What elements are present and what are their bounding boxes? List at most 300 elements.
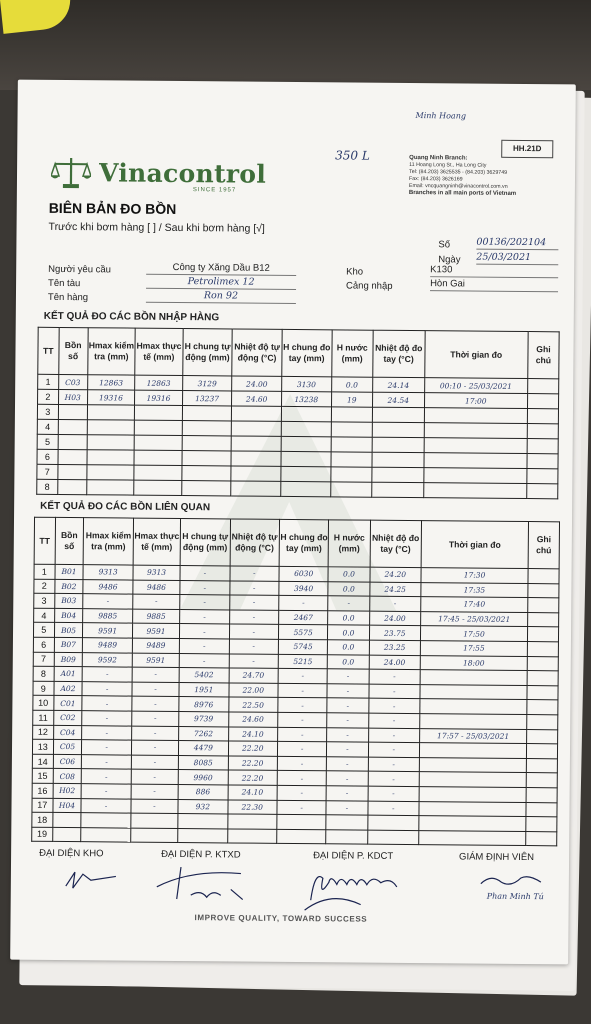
table-cell: 00:10 - 25/03/2021 [424,378,527,394]
table-cell: 3940 [279,581,329,596]
table-cell: - [368,771,420,786]
table-cell [58,464,87,479]
warehouse-label: Kho [346,266,364,278]
table-cell: 0.0 [328,640,369,655]
table-cell: - [277,800,327,815]
table-cell: - [278,683,328,698]
table-cell [86,480,134,495]
table-cell: 9591 [83,623,133,638]
table-cell: A02 [54,681,83,696]
table-cell: C02 [53,710,82,725]
column-header: Hmax thực tế (mm) [133,518,181,565]
table-cell [367,830,419,845]
table-cell: 24.25 [369,582,421,597]
table-cell: - [229,610,279,625]
table-cell [277,829,327,844]
row-number: 7 [33,652,54,667]
column-header: H chung tự động (mm) [180,519,230,566]
table-cell: 5215 [278,654,328,669]
table-cell: - [278,727,328,742]
table-cell: 24.14 [373,377,425,392]
row-number: 12 [33,725,54,740]
table-cell [419,743,526,759]
table-cell: - [131,726,178,741]
table-cell [181,481,231,496]
table-cell: 24.10 [228,785,278,800]
table-cell [372,452,424,467]
row-number: 16 [32,783,53,798]
signature-ktxd [151,859,271,910]
column-header: H chung đo tay (mm) [282,329,332,376]
column-header: Nhiệt độ tự động (°C) [230,519,280,566]
table-cell [231,466,281,481]
table-cell: - [368,713,420,728]
table-cell [527,671,558,686]
table-cell: - [131,799,178,814]
table-cell: 9592 [83,652,133,667]
table-cell: 19316 [135,390,183,405]
table-cell [419,787,526,803]
goods-value: Ron 92 [146,290,296,304]
table-cell: - [82,696,132,711]
table-cell [528,612,559,627]
row-number: 6 [33,637,54,652]
table-cell [182,436,232,451]
row-number: 10 [33,696,54,711]
row-number: 5 [37,434,58,449]
table-cell: - [82,711,132,726]
table-cell [424,438,527,454]
company-logo-text: Vinacontrol [98,158,267,189]
column-header: Thời gian đo [424,331,528,379]
table-cell: 17:30 [421,568,528,584]
table-cell: C08 [53,769,82,784]
table-cell: - [82,769,132,784]
table-cell: - [368,728,420,743]
table-cell: 24.00 [369,611,421,626]
table-cell: - [327,713,368,728]
table-cell: 9486 [133,580,180,595]
table-cell [420,714,527,730]
table-cell: 0.0 [328,625,369,640]
table-cell: - [278,698,328,713]
table-cell: - [229,581,279,596]
table-row [37,479,558,499]
table-cell: - [180,580,230,595]
table-cell: 22.50 [228,697,278,712]
column-header: TT [38,327,59,374]
scales-logo-icon [51,156,91,190]
signature-label-ktxd: ĐẠI DIỆN P. KTXD [161,848,241,861]
table-cell: - [327,669,368,684]
row-number: 8 [37,479,58,494]
table-cell: 24.70 [229,668,279,683]
row-number: 7 [37,464,58,479]
row-number: 8 [33,666,54,681]
table-cell [528,583,559,598]
table-cell [232,421,282,436]
table-cell: 9885 [83,608,133,623]
table-cell: 17:50 [420,626,527,642]
table-header-row [38,327,559,379]
table-cell [178,814,228,829]
table-cell: 0.0 [331,377,372,392]
table-cell: - [229,639,279,654]
column-header: Thời gian đo [421,521,528,569]
branch-line: Fax: (84.203) 3626169 [408,175,463,183]
vessel-value: Petrolimex 12 [146,276,296,290]
table-cell: 24.00 [232,376,282,391]
table-cell: B04 [54,608,83,623]
table-cell: - [326,800,367,815]
table-cell [131,813,178,828]
table-cell: - [368,684,420,699]
table-cell [424,453,527,469]
table-cell: 932 [178,799,228,814]
table-cell [178,828,228,843]
table-cell: 24.60 [232,391,282,406]
table-cell [526,787,557,802]
table-cell: 6030 [279,566,329,581]
table-cell: 9591 [132,623,179,638]
company-since: SINCE 1957 [192,187,237,194]
table-cell: 9591 [132,653,179,668]
table-cell [326,829,367,844]
table-cell: C01 [53,696,82,711]
table-cell: 3129 [182,376,232,391]
table-cell: 17:40 [421,597,528,613]
row-number: 5 [33,623,54,638]
branch-line: Email: vncquangninh@vinacontrol.com.vn [408,182,508,190]
table-cell: 24.20 [370,567,422,582]
table-cell: C04 [53,725,82,740]
table-cell: 17:35 [421,582,528,598]
table-cell [81,827,131,842]
column-header: TT [34,517,55,564]
table-cell [87,420,135,435]
table-cell: - [327,757,368,772]
table-cell: B02 [54,579,83,594]
row-number: 2 [34,579,55,594]
table-cell: B01 [55,564,84,579]
ngay-value: 25/03/2021 [476,252,558,266]
table-cell: 5575 [278,625,328,640]
table-cell: - [229,595,279,610]
table-cell: - [368,786,420,801]
table-cell: - [229,654,279,669]
column-header: Bồn số [55,517,84,564]
column-header: H nước (mm) [328,520,370,567]
requester-label: Người yêu cầu [48,263,112,276]
signature-inspector [477,872,547,891]
table-cell [372,482,424,497]
table-cell: - [327,742,368,757]
row-number: 1 [34,564,55,579]
signature-label-inspector: GIÁM ĐỊNH VIÊN [459,851,535,864]
table-cell [419,816,526,832]
table-cell: - [131,769,178,784]
table-cell [527,685,558,700]
requester-value: Công ty Xăng Dầu B12 [146,262,296,276]
branch-line: Branches in all main ports of Vietnam [408,189,517,197]
table-cell: 9739 [179,711,229,726]
table-cell: 0.0 [328,611,369,626]
table-cell: - [82,740,132,755]
signature-kdct [301,860,422,921]
table-cell [527,469,558,484]
table-cell [331,437,372,452]
vessel-label: Tên tàu [48,277,81,290]
row-number: 1 [38,374,59,389]
row-number: 3 [34,593,55,608]
table-cell [527,714,558,729]
table-cell: - [327,684,368,699]
table-cell: B09 [54,652,83,667]
table-cell: 3130 [282,376,332,391]
table-cell: 9486 [83,579,133,594]
so-label: Số [438,239,451,251]
table-cell: - [81,784,131,799]
table-cell: - [368,757,420,772]
row-number: 18 [32,812,53,827]
table-cell [281,406,331,421]
table-cell: - [180,609,230,624]
table-cell [58,404,87,419]
table-cell: 2467 [279,610,329,625]
table-cell: - [82,681,132,696]
table-cell [527,656,558,671]
table-cell: 9313 [133,565,180,580]
table-cell: 9960 [178,770,228,785]
table-cell [527,484,558,499]
table-cell [281,436,331,451]
table-cell [527,729,558,744]
import-tanks-table [36,327,559,500]
table-cell: 22.20 [228,741,278,756]
table-cell: - [131,740,178,755]
table-cell: - [179,653,229,668]
table-cell [526,758,557,773]
inspector-name: Phan Minh Tú [486,891,544,902]
table-cell: - [132,667,179,682]
table-cell: - [82,725,132,740]
table-cell [367,815,419,830]
table-cell: - [327,698,368,713]
column-header: H nước (mm) [331,330,373,377]
table-cell: 13237 [182,391,232,406]
table-cell: - [131,755,178,770]
table-cell [182,466,232,481]
table-cell: 4479 [179,741,229,756]
table-cell: - [82,667,132,682]
ngay-label: Ngày [438,254,461,266]
table-cell: - [327,727,368,742]
table-cell: 19 [331,392,372,407]
handwritten-corner-note: Minh Hoang [415,111,467,121]
table-cell: 9313 [83,565,133,580]
table-cell [331,407,372,422]
table-cell: - [277,785,327,800]
column-header: Nhiệt độ tự động (°C) [232,329,282,376]
footer-slogan: IMPROVE QUALITY, TOWARD SUCCESS [194,913,368,924]
table-cell [81,813,131,828]
pumping-status: Trước khi bơm hàng [ ] / Sau khi bơm hàng [√] [48,220,265,235]
table-cell [527,642,558,657]
table-cell [419,801,526,817]
table-cell: - [83,594,133,609]
column-header: H chung đo tay (mm) [279,519,329,566]
table-cell: - [180,566,230,581]
table-cell [182,406,232,421]
table-cell [372,467,424,482]
row-number: 9 [33,681,54,696]
table-cell: B07 [54,637,83,652]
table-cell: B03 [54,594,83,609]
table-cell: - [368,742,420,757]
column-header: Ghi chú [528,522,559,569]
table-cell: - [278,669,328,684]
table-cell [87,450,135,465]
row-number: 2 [38,389,59,404]
table-cell: 12863 [135,375,183,390]
table-cell [135,405,183,420]
branch-line: 11 Hoang Long St., Ha Long City [409,161,487,169]
table-cell: - [180,595,230,610]
table-cell [281,481,331,496]
branch-info [409,155,569,198]
table-cell [330,482,371,497]
row-number: 14 [32,754,53,769]
table-cell: - [326,786,367,801]
table-cell: 24.00 [369,655,421,670]
table-cell: C06 [53,754,82,769]
table-cell: 17:45 - 25/03/2021 [421,611,528,627]
table-cell [281,466,331,481]
table-cell: 22.20 [228,770,278,785]
table-cell [372,422,424,437]
table-cell: 24.10 [228,726,278,741]
document-title: BIÊN BẢN ĐO BỒN [48,199,177,217]
table-cell: C05 [53,740,82,755]
table-cell [134,480,182,495]
signature-label-kdct: ĐẠI DIỆN P. KDCT [313,850,394,862]
table-cell [52,813,81,828]
table-cell: 19316 [87,390,135,405]
table-cell: - [132,711,179,726]
table-cell: - [132,682,179,697]
table-cell [526,831,557,846]
table-cell [52,827,81,842]
table-cell: - [367,801,419,816]
table-cell [281,451,331,466]
table-cell [424,408,527,424]
row-number: 3 [37,404,58,419]
table-cell [331,452,372,467]
table-cell: 9489 [132,638,179,653]
table-cell: - [81,798,131,813]
table-cell [527,454,558,469]
table-cell [372,407,424,422]
table-cell: 0.0 [328,654,369,669]
table-cell: 17:00 [424,393,527,409]
branch-name: Quang Ninh Branch: [409,155,468,162]
table-cell: - [132,696,179,711]
table-cell [182,451,232,466]
row-number: 15 [32,769,53,784]
row-number: 11 [33,710,54,725]
table-cell: 18:00 [420,655,527,671]
table-cell: 17:57 - 25/03/2021 [420,728,527,744]
table-cell [58,449,87,464]
table-cell: A01 [54,667,83,682]
table-cell: 22.30 [227,799,277,814]
table-cell [526,744,557,759]
table-cell: - [179,638,229,653]
table-cell [526,802,557,817]
signature-kho [61,864,121,895]
table-cell [527,409,558,424]
table-cell: 24.54 [372,392,424,407]
table-cell: - [133,594,180,609]
column-header: Bồn số [58,327,87,374]
table-cell: H03 [58,389,87,404]
table-cell [231,436,281,451]
row-number: 17 [32,798,53,813]
table-cell [134,420,182,435]
table-cell: - [279,596,329,611]
form-code: HH.21D [501,140,553,158]
row-number: 4 [37,419,58,434]
table-cell: 5402 [179,668,229,683]
signature-label-kho: ĐẠI DIỆN KHO [39,847,104,860]
table-cell [58,434,87,449]
section2-title: KẾT QUẢ ĐO CÁC BỒN LIÊN QUAN [40,500,211,514]
table-cell: 22.00 [229,683,279,698]
table-cell [134,435,182,450]
table-cell [232,406,282,421]
table-cell: 0.0 [328,567,369,582]
table-header-row [34,517,559,569]
warehouse-value: K130 [430,264,558,278]
table-cell [420,684,527,700]
column-header: Hmax kiểm tra (mm) [84,518,134,565]
measurement-report-sheet [10,80,576,965]
table-cell: 1951 [179,682,229,697]
table-cell: - [327,771,368,786]
table-cell [419,772,526,788]
table-cell [134,465,182,480]
table-cell: - [131,784,178,799]
table-cell: C03 [58,374,87,389]
table-cell: 9885 [132,609,179,624]
table-cell [372,437,424,452]
table-cell [331,422,372,437]
table-cell [526,773,557,788]
table-cell [420,670,527,686]
column-header: Ghi chú [528,332,560,379]
table-cell: 24.60 [228,712,278,727]
table-cell [420,699,527,715]
table-cell [528,598,559,613]
table-cell: - [277,756,327,771]
row-number: 19 [32,827,53,842]
table-cell [227,814,277,829]
table-cell: 7262 [179,726,229,741]
table-cell [231,451,281,466]
table-cell: B05 [54,623,83,638]
table-cell: 8085 [178,755,228,770]
table-cell: 12863 [87,375,135,390]
